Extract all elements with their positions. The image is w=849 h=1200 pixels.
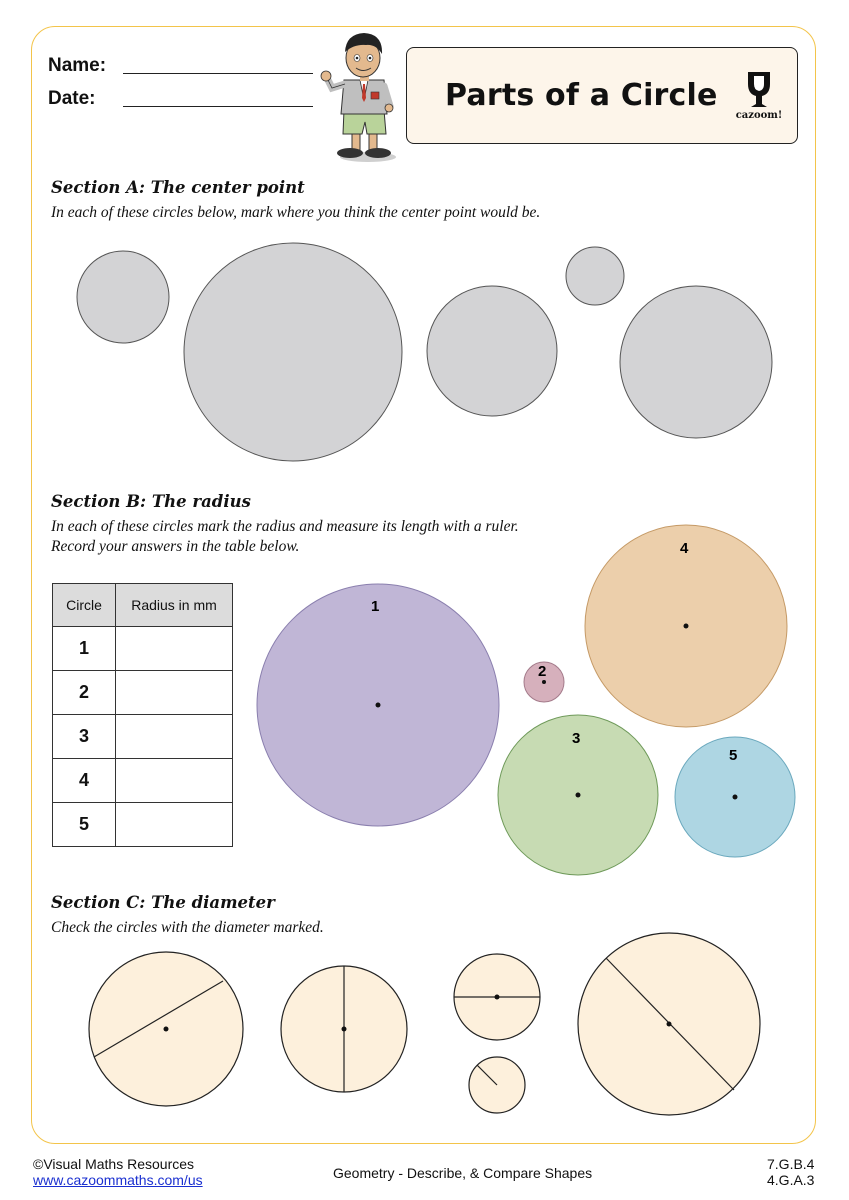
section-b-instruction-1: In each of these circles mark the radius and measure its length with a ruler. [51, 518, 519, 535]
section-a-title: Section A: The center point [51, 178, 305, 197]
page-title: Parts of a Circle [445, 78, 718, 113]
diameter-circle-5[interactable] [578, 933, 760, 1115]
row-circle-number: 5 [53, 803, 116, 847]
topic-text: Geometry - Describe, & Compare Shapes [333, 1165, 593, 1181]
section-b-title: Section B: The radius [51, 492, 251, 511]
name-label: Name: [48, 55, 107, 76]
circle-label-4: 4 [680, 540, 689, 557]
section-c-title: Section C: The diameter [51, 893, 275, 912]
row-circle-number: 2 [53, 671, 116, 715]
logo-text: cazoom! [735, 110, 783, 121]
diameter-circle-1[interactable] [89, 952, 243, 1106]
table-header-radius: Radius in mm [116, 584, 233, 627]
circle-label-1: 1 [371, 598, 380, 615]
row-circle-number: 1 [53, 627, 116, 671]
circle-label-5: 5 [729, 747, 738, 764]
row-circle-number: 4 [53, 759, 116, 803]
standards [767, 1156, 814, 1188]
section-a-instruction: In each of these circles below, mark where you think the center point would be. [51, 204, 541, 221]
section-c-instruction: Check the circles with the diameter marked. [51, 919, 324, 936]
section-b-instruction-2: Record your answers in the table below. [51, 538, 300, 555]
website-link[interactable]: www.cazoommaths.com/us [33, 1172, 203, 1188]
circle-label-2: 2 [538, 663, 547, 680]
circle-label-3: 3 [572, 730, 581, 747]
diameter-circle-2[interactable] [281, 966, 407, 1092]
diameter-circle-4[interactable] [469, 1057, 525, 1113]
standard-1: 7.G.B.4 [767, 1156, 815, 1172]
diameter-circle-3[interactable] [454, 954, 540, 1040]
row-circle-number: 3 [53, 715, 116, 759]
standard-2: 4.G.A.3 [767, 1172, 815, 1188]
copyright-text: ©Visual Maths Resources [33, 1156, 195, 1172]
footer-left [33, 1156, 203, 1188]
table-header-circle: Circle [53, 584, 116, 627]
date-label: Date: [48, 88, 96, 109]
